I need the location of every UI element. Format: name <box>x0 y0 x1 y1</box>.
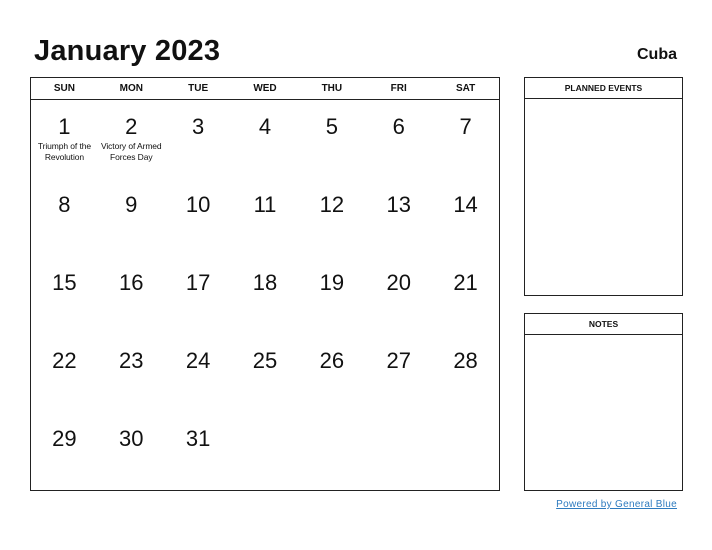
calendar-days <box>31 100 499 490</box>
day-cell <box>365 178 432 256</box>
notes-box <box>524 313 683 491</box>
weekday-thu: THU <box>321 83 343 94</box>
day-number: 22 <box>52 348 77 373</box>
day-number: 14 <box>453 192 478 217</box>
day-cell <box>298 100 365 178</box>
empty-day-cell <box>232 412 299 490</box>
country-label: Cuba <box>637 46 677 63</box>
day-cell <box>165 334 232 412</box>
notes-heading: NOTES <box>525 314 682 335</box>
day-cell <box>98 334 165 412</box>
day-cell <box>298 178 365 256</box>
day-number: 12 <box>319 192 345 217</box>
day-number: 25 <box>252 348 278 373</box>
planned-events-heading: PLANNED EVENTS <box>525 78 682 99</box>
day-number: 19 <box>319 270 345 295</box>
day-number: 21 <box>453 270 478 295</box>
day-number: 24 <box>185 348 211 373</box>
weekday-tue: TUE <box>188 83 209 94</box>
day-number: 31 <box>185 426 211 451</box>
day-number: 29 <box>52 426 77 451</box>
day-cell <box>98 178 165 256</box>
day-cell <box>31 178 98 256</box>
day-cell <box>365 100 432 178</box>
day-number: 28 <box>453 348 478 373</box>
day-cell <box>165 256 232 334</box>
day-cell <box>31 334 98 412</box>
holiday-label: Triumph of the Revolution <box>37 141 91 162</box>
day-cell <box>232 100 299 178</box>
day-number: 17 <box>185 270 211 295</box>
day-number: 4 <box>258 114 272 139</box>
planned-events-box <box>524 77 683 296</box>
empty-day-cell <box>298 412 365 490</box>
day-number: 5 <box>325 114 338 139</box>
holiday-label: Victory of Armed Forces Day <box>100 141 162 162</box>
day-number: 16 <box>119 270 144 295</box>
day-number: 23 <box>119 348 144 373</box>
day-cell <box>98 412 165 490</box>
day-cell <box>31 412 98 490</box>
weekday-header-row <box>31 78 499 100</box>
day-cell <box>432 334 499 412</box>
day-number: 10 <box>185 192 211 217</box>
day-cell <box>432 256 499 334</box>
day-number: 7 <box>459 114 472 139</box>
day-number: 8 <box>58 192 71 217</box>
day-number: 1 <box>58 114 71 139</box>
day-cell <box>365 256 432 334</box>
empty-day-cell <box>365 412 432 490</box>
day-cell <box>98 256 165 334</box>
day-number: 2 <box>125 114 138 139</box>
day-number: 9 <box>125 192 138 217</box>
day-cell <box>432 178 499 256</box>
weekday-wed: WED <box>253 83 277 94</box>
day-cell <box>31 256 98 334</box>
day-cell <box>165 178 232 256</box>
weekday-fri: FRI <box>390 83 407 94</box>
empty-day-cell <box>432 412 499 490</box>
day-cell <box>232 256 299 334</box>
day-number: 18 <box>252 270 278 295</box>
day-cell <box>98 100 165 178</box>
day-number: 15 <box>52 270 77 295</box>
day-number: 20 <box>386 270 411 295</box>
page-title: January 2023 <box>34 35 221 67</box>
day-number: 13 <box>386 192 411 217</box>
day-cell <box>432 100 499 178</box>
day-number: 11 <box>253 192 277 217</box>
day-cell <box>165 100 232 178</box>
weekday-sat: SAT <box>455 83 476 94</box>
day-cell <box>232 334 299 412</box>
weekday-sun: SUN <box>53 83 75 94</box>
day-cell <box>232 178 299 256</box>
weekday-mon: MON <box>119 83 143 94</box>
day-cell <box>31 100 98 178</box>
day-number: 26 <box>319 348 345 373</box>
day-cell <box>298 256 365 334</box>
day-number: 3 <box>192 114 205 139</box>
calendar-grid <box>30 77 500 491</box>
day-cell <box>298 334 365 412</box>
day-cell <box>165 412 232 490</box>
day-number: 27 <box>386 348 411 373</box>
day-number: 6 <box>392 114 405 139</box>
powered-by-link[interactable]: Powered by General Blue <box>556 499 677 510</box>
day-number: 30 <box>119 426 144 451</box>
day-cell <box>365 334 432 412</box>
